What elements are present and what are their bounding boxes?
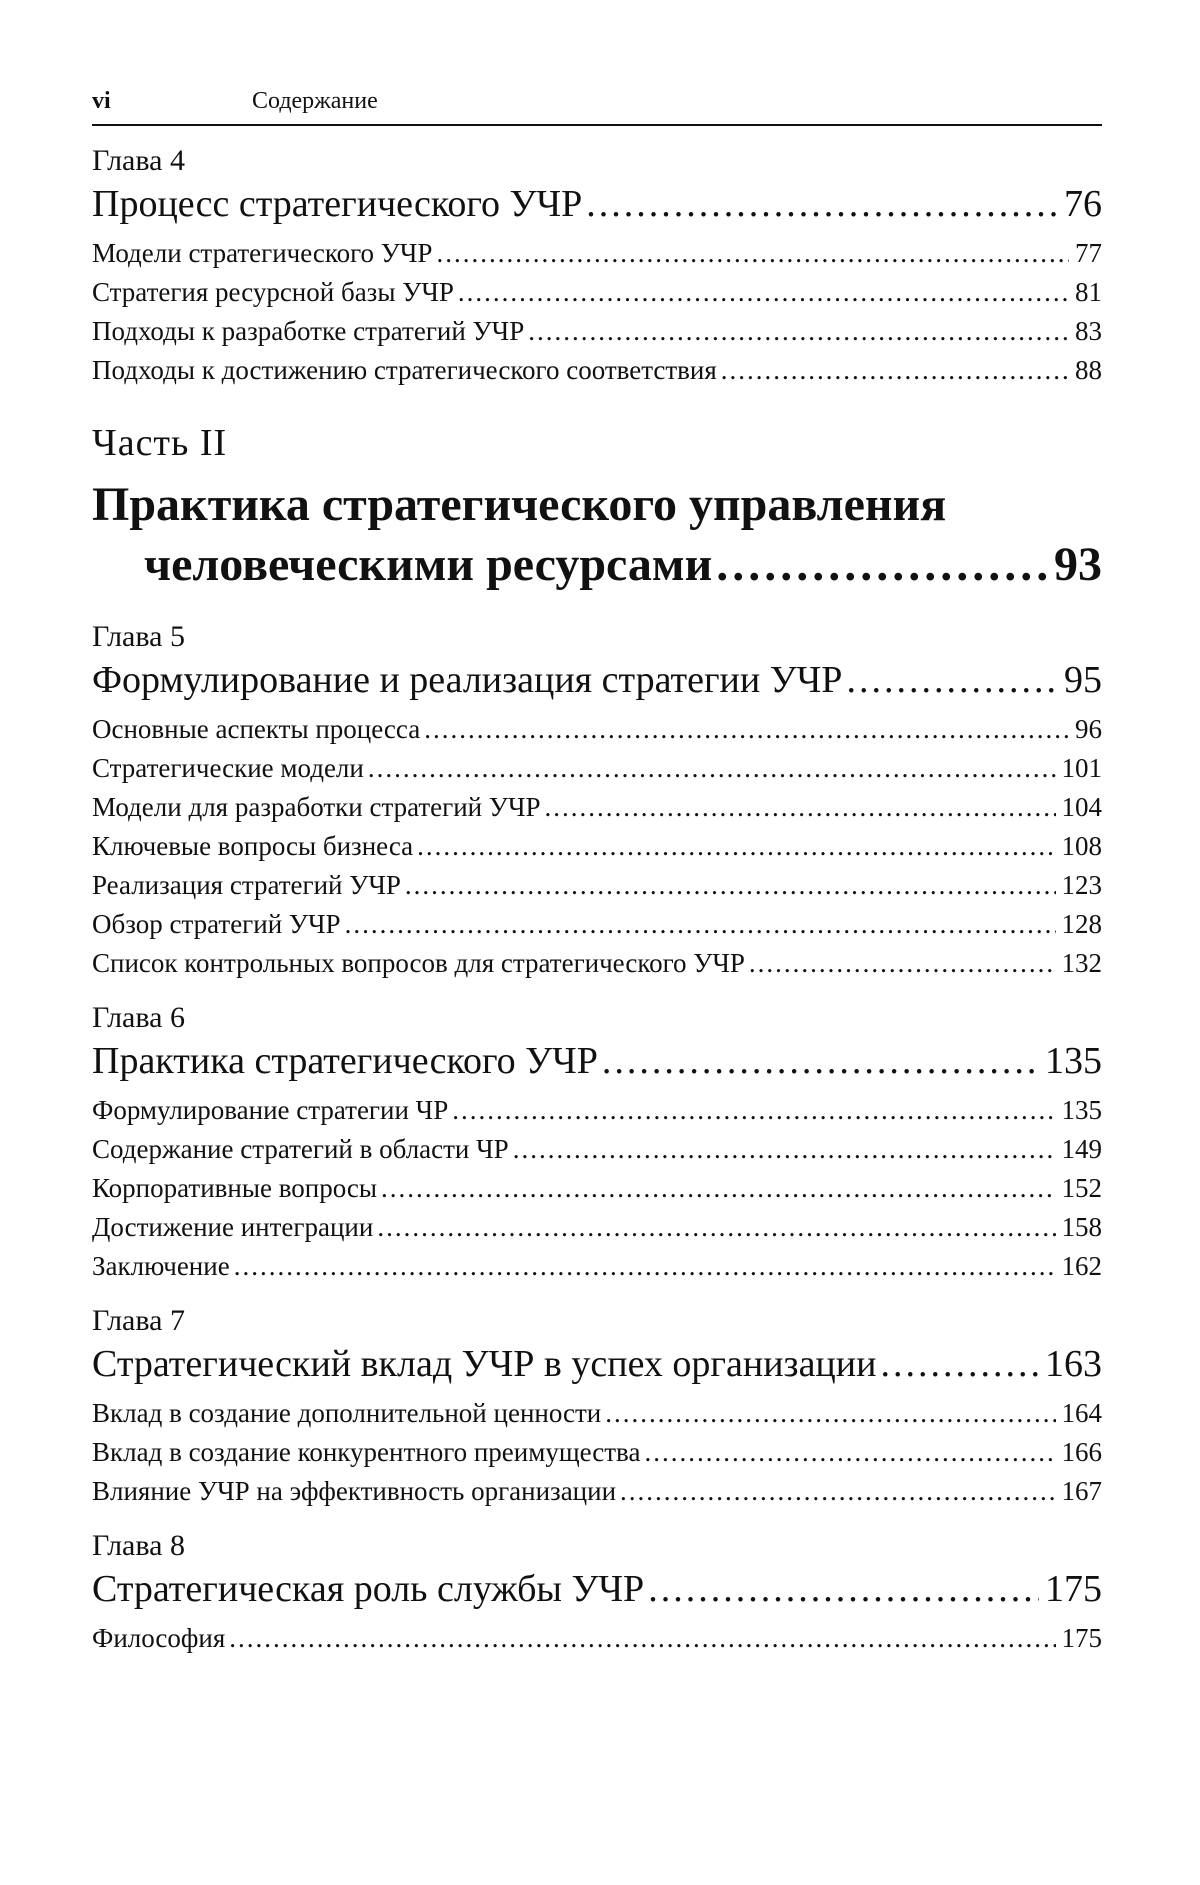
toc-entry[interactable] <box>92 1091 1102 1130</box>
page-number: 135 <box>1045 1040 1102 1082</box>
section-title: Модели стратегического УЧР <box>92 238 433 268</box>
leader-dots <box>424 710 1069 749</box>
page-number: 96 <box>1075 714 1102 744</box>
page-number: 135 <box>1061 1095 1102 1125</box>
toc-entry[interactable] <box>92 905 1102 944</box>
page-number: 164 <box>1061 1398 1102 1428</box>
section-title: Подходы к разработке стратегий УЧР <box>92 316 525 346</box>
leader-dots <box>721 351 1069 390</box>
running-title: Содержание <box>252 88 378 114</box>
running-head <box>92 88 1102 122</box>
leader-dots <box>620 1472 1055 1511</box>
chapter-4 <box>92 142 1102 390</box>
page-number: 167 <box>1061 1476 1102 1506</box>
leader-dots <box>452 1091 1055 1130</box>
part-title-entry[interactable] <box>92 534 1102 596</box>
leader-dots <box>545 788 1056 827</box>
toc-entry[interactable] <box>92 866 1102 905</box>
leader-dots <box>644 1433 1055 1472</box>
section-title: Обзор стратегий УЧР <box>92 909 341 939</box>
section-title: Реализация стратегий УЧР <box>92 870 401 900</box>
page-number: 104 <box>1061 792 1102 822</box>
leader-dots <box>605 1394 1055 1433</box>
leader-dots <box>417 827 1055 866</box>
chapter-label: Глава 4 <box>92 144 185 177</box>
section-title: Корпоративные вопросы <box>92 1173 378 1203</box>
chapter-label: Глава 8 <box>92 1529 185 1562</box>
page-number: 108 <box>1061 831 1102 861</box>
section-title: Модели для разработки стратегий УЧР <box>92 792 541 822</box>
toc-entry[interactable] <box>92 1619 1102 1658</box>
toc-entry[interactable] <box>92 234 1102 273</box>
section-title: Достижение интеграции <box>92 1212 374 1242</box>
leader-dots <box>716 534 1048 596</box>
page-number: 163 <box>1045 1343 1102 1385</box>
leader-dots <box>749 944 1056 983</box>
leader-dots <box>513 1130 1056 1169</box>
section-title: Заключение <box>92 1251 230 1281</box>
chapter-5 <box>92 618 1102 983</box>
chapter-8 <box>92 1527 1102 1658</box>
toc-entry[interactable] <box>92 749 1102 788</box>
toc-entry[interactable] <box>92 1472 1102 1511</box>
page-number: 132 <box>1061 948 1102 978</box>
chapter-6 <box>92 999 1102 1286</box>
section-title: Стратегические модели <box>92 753 364 783</box>
page-number: 158 <box>1061 1212 1102 1242</box>
page-folio: vi <box>92 88 111 114</box>
page-number: 81 <box>1075 277 1102 307</box>
chapter-title: Формулирование и реализация стратегии УЧР <box>92 659 843 701</box>
chapter-title: Стратегический вклад УЧР в успех организации <box>92 1343 877 1385</box>
part-2 <box>92 420 1102 596</box>
chapter-title-entry[interactable] <box>92 1340 1102 1388</box>
leader-dots <box>229 1619 1055 1658</box>
toc-entry[interactable] <box>92 1247 1102 1286</box>
toc-entry[interactable] <box>92 1130 1102 1169</box>
page-number: 175 <box>1061 1623 1102 1653</box>
leader-dots <box>234 1247 1056 1286</box>
page-number: 93 <box>1054 538 1102 591</box>
toc-entry[interactable] <box>92 312 1102 351</box>
page-number: 175 <box>1045 1568 1102 1610</box>
chapter-title-entry[interactable] <box>92 1565 1102 1613</box>
page-number: 101 <box>1061 753 1102 783</box>
leader-dots <box>648 1565 1039 1613</box>
chapter-label: Глава 7 <box>92 1304 185 1337</box>
leader-dots <box>345 905 1056 944</box>
section-title: Вклад в создание дополнительной ценности <box>92 1398 602 1428</box>
section-title: Стратегия ресурсной базы УЧР <box>92 277 454 307</box>
chapter-7 <box>92 1302 1102 1511</box>
leader-dots <box>880 1340 1039 1388</box>
header-rule <box>92 124 1102 126</box>
page-number: 76 <box>1064 183 1102 225</box>
toc-entry[interactable] <box>92 1394 1102 1433</box>
toc-entry[interactable] <box>92 827 1102 866</box>
chapter-title-entry[interactable] <box>92 1037 1102 1085</box>
part-label: Часть II <box>92 422 228 464</box>
page-number: 162 <box>1061 1251 1102 1281</box>
page-number: 95 <box>1064 659 1102 701</box>
toc-entry[interactable] <box>92 273 1102 312</box>
section-title: Вклад в создание конкурентного преимущества <box>92 1437 641 1467</box>
leader-dots <box>458 273 1069 312</box>
toc-entry[interactable] <box>92 710 1102 749</box>
toc-entry[interactable] <box>92 1208 1102 1247</box>
leader-dots <box>528 312 1069 351</box>
chapter-title-entry[interactable] <box>92 180 1102 228</box>
toc-entry[interactable] <box>92 1169 1102 1208</box>
section-title: Список контрольных вопросов для стратегического УЧР <box>92 948 745 978</box>
leader-dots <box>602 1037 1039 1085</box>
part-title-line-1: Практика стратегического управления <box>92 478 947 531</box>
toc-entry[interactable] <box>92 788 1102 827</box>
section-title: Формулирование стратегии ЧР <box>92 1095 449 1125</box>
leader-dots <box>405 866 1056 905</box>
page-number: 123 <box>1061 870 1102 900</box>
leader-dots <box>846 656 1058 704</box>
leader-dots <box>368 749 1056 788</box>
chapter-title-entry[interactable] <box>92 656 1102 704</box>
page-number: 128 <box>1061 909 1102 939</box>
chapter-label: Глава 6 <box>92 1001 185 1034</box>
chapter-title: Стратегическая роль службы УЧР <box>92 1568 645 1610</box>
leader-dots <box>381 1169 1055 1208</box>
section-title: Основные аспекты процесса <box>92 714 421 744</box>
page-number: 149 <box>1061 1134 1102 1164</box>
section-title: Подходы к достижению стратегического соответствия <box>92 355 717 385</box>
page-number: 166 <box>1061 1437 1102 1467</box>
chapter-title: Практика стратегического УЧР <box>92 1040 598 1082</box>
leader-dots <box>377 1208 1055 1247</box>
toc-entry[interactable] <box>92 944 1102 983</box>
section-title: Влияние УЧР на эффективность организации <box>92 1476 617 1506</box>
chapter-title: Процесс стратегического УЧР <box>92 183 583 225</box>
page-number: 77 <box>1075 238 1102 268</box>
toc-page <box>92 88 1102 1658</box>
toc-entry[interactable] <box>92 1433 1102 1472</box>
section-title: Ключевые вопросы бизнеса <box>92 831 414 861</box>
section-title: Содержание стратегий в области ЧР <box>92 1134 509 1164</box>
leader-dots <box>586 180 1058 228</box>
toc-entry[interactable] <box>92 351 1102 390</box>
part-title-line-2: человеческими ресурсами <box>144 538 713 591</box>
page-number: 152 <box>1061 1173 1102 1203</box>
page-number: 88 <box>1075 355 1102 385</box>
chapter-label: Глава 5 <box>92 620 185 653</box>
section-title: Философия <box>92 1623 226 1653</box>
page-number: 83 <box>1075 316 1102 346</box>
leader-dots <box>436 234 1069 273</box>
